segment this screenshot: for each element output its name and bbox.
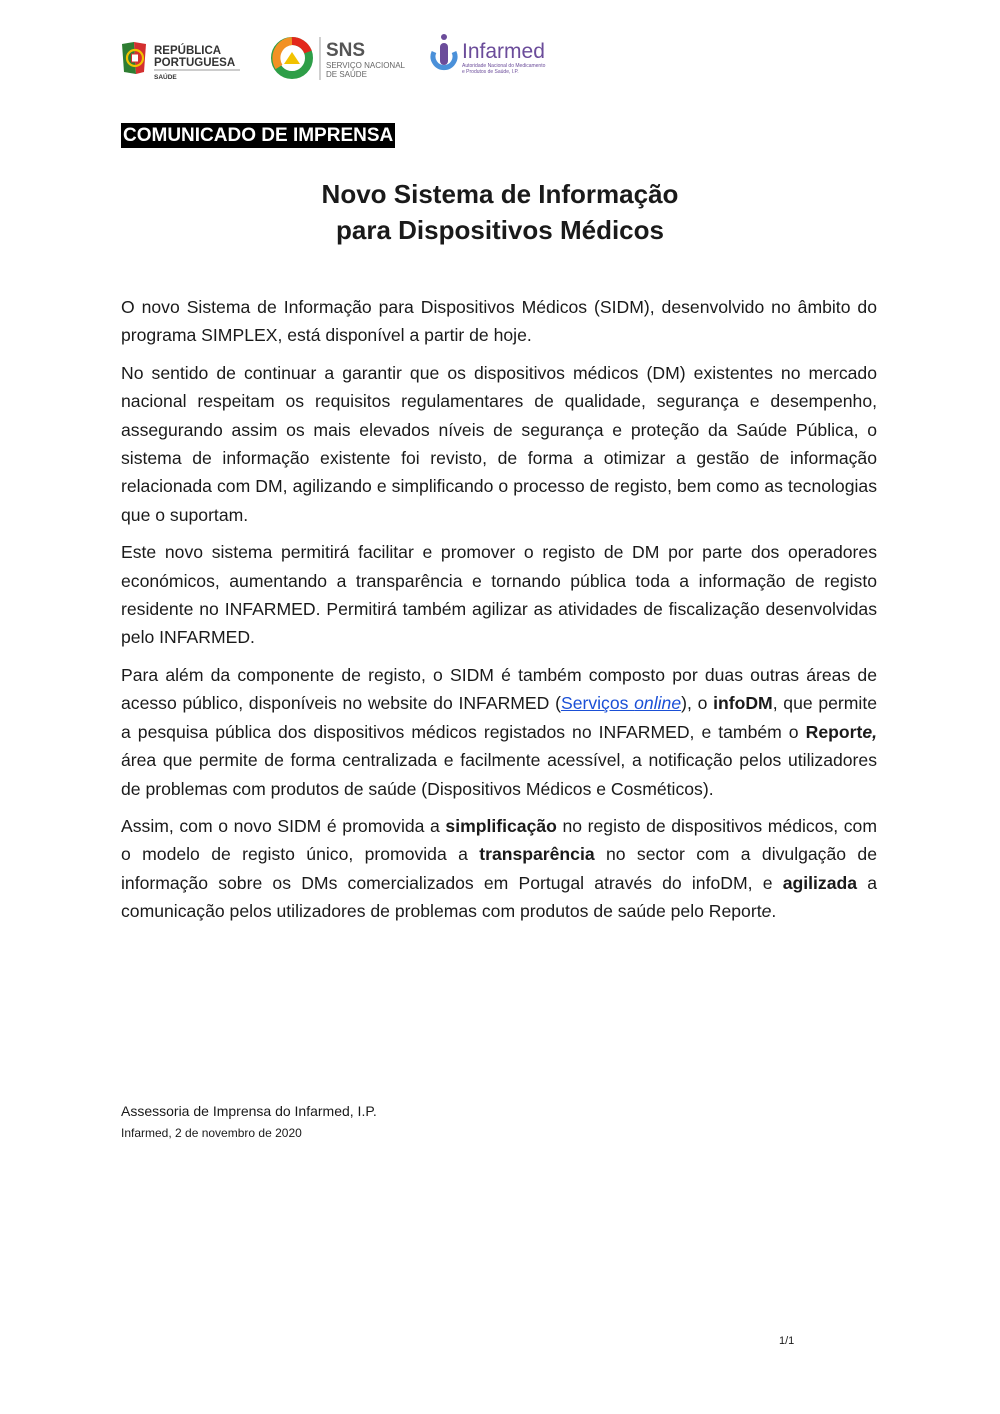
infarmed-i-icon — [433, 34, 455, 68]
paragraph-5 — [121, 812, 877, 926]
p4-text-c: , que permite a pesquisa pública dos dispositivos médicos registados no INFARMED, e também o — [121, 693, 878, 742]
title-line-1: Novo Sistema de Informação — [321, 179, 679, 209]
article-body — [121, 293, 877, 935]
p5-text-c: no sector com a divulgação de informação sobre os DMs comercializados em Portugal através do infoDM, e — [121, 844, 877, 893]
republica-line1: REPÚBLICA — [154, 45, 222, 57]
sns-ring-icon — [275, 41, 309, 75]
footer-organization: Assessoria de Imprensa do Infarmed, I.P. — [121, 1103, 377, 1119]
republica-line3: SAÚDE — [154, 74, 177, 81]
title-line-2: para Dispositivos Médicos — [336, 215, 664, 245]
p4-text-b: ), o — [681, 693, 714, 714]
sns-line1: SNS — [326, 40, 366, 61]
agilizada-bold: agilizada — [782, 872, 858, 893]
servicos-online-link[interactable] — [561, 693, 681, 713]
reporte-bold — [806, 722, 877, 742]
paragraph-3: Este novo sistema permitirá facilitar e promover o registo de DM por parte dos operadores económicos, aumentando a transparência e tornando pública toda a informação de registo residente no INFARMED. Permitirá também agilizar as atividades de fiscalização desenvolvidas pelo INFARMED. — [121, 542, 877, 648]
reporte-bold-italic: e, — [862, 721, 877, 742]
reporte-bold-text: Report — [805, 721, 863, 742]
paragraph-4 — [121, 661, 877, 803]
p5-text-d: a comunicação pelos utilizadores de problemas com produtos de saúde pelo Report — [121, 872, 877, 922]
p5-text-e: . — [771, 901, 777, 922]
transparencia-bold: transparência — [479, 844, 595, 865]
republica-portuguesa-logo — [120, 34, 245, 84]
p4-text-d: área que permite de forma centralizada e facilmente acessível, a notificação pelos utilizadores de problemas com produtos de saúde (Dispositivos Médicos e Cosméticos). — [121, 750, 877, 799]
p5-text-a: Assim, com o novo SIDM é promovida a — [121, 815, 446, 836]
infarmed-logo — [430, 34, 580, 84]
reporte-italic: e — [761, 901, 772, 922]
link-text-italic: online — [634, 693, 682, 714]
infarmed-line2: Autoridade Nacional do Medicamento — [462, 63, 546, 69]
infodm-bold: infoDM — [713, 693, 773, 714]
sns-logo — [270, 34, 405, 84]
sns-line3: DE SAÚDE — [326, 70, 367, 79]
republica-line2: PORTUGUESA — [154, 57, 236, 69]
footer-date: Infarmed, 2 de novembro de 2020 — [121, 1126, 302, 1140]
simplificacao-bold: simplificação — [445, 815, 557, 836]
page-number: 1/1 — [779, 1335, 795, 1347]
p5-text-b: no registo de dispositivos médicos, com o modelo de registo único, promovida a — [121, 815, 877, 865]
paragraph-2: No sentido de continuar a garantir que os dispositivos médicos (DM) existentes no mercado nacional respeitam os requisitos regulamentares de qualidade, segurança e desempenho, assegurando assim os mais elevados níveis de segurança e proteção da Saúde Pública, o sistema de informação existente foi revisto, de forma a otimizar a gestão de informação relacionada com DM, agilizando e simplificando o processo de registo, bem como as tecnologias que o suportam. — [121, 362, 877, 525]
p4-text-a: Para além da componente de registo, o SIDM é também composto por duas outras áreas de acesso público, disponíveis no website do INFARMED ( — [121, 664, 877, 714]
page-title — [0, 176, 1000, 248]
sns-line2: SERVIÇO NACIONAL — [326, 61, 405, 70]
infarmed-name: Infarmed — [462, 40, 545, 63]
paragraph-1: O novo Sistema de Informação para Dispositivos Médicos (SIDM), desenvolvido no âmbito do programa SIMPLEX, está disponível a partir de hoje. — [121, 297, 877, 346]
press-release-label: COMUNICADO DE IMPRENSA — [123, 125, 394, 146]
link-text: Serviços — [560, 693, 635, 714]
portugal-coat-of-arms-icon — [122, 42, 146, 74]
infarmed-line3: e Produtos de Saúde, I.P. — [462, 69, 519, 75]
